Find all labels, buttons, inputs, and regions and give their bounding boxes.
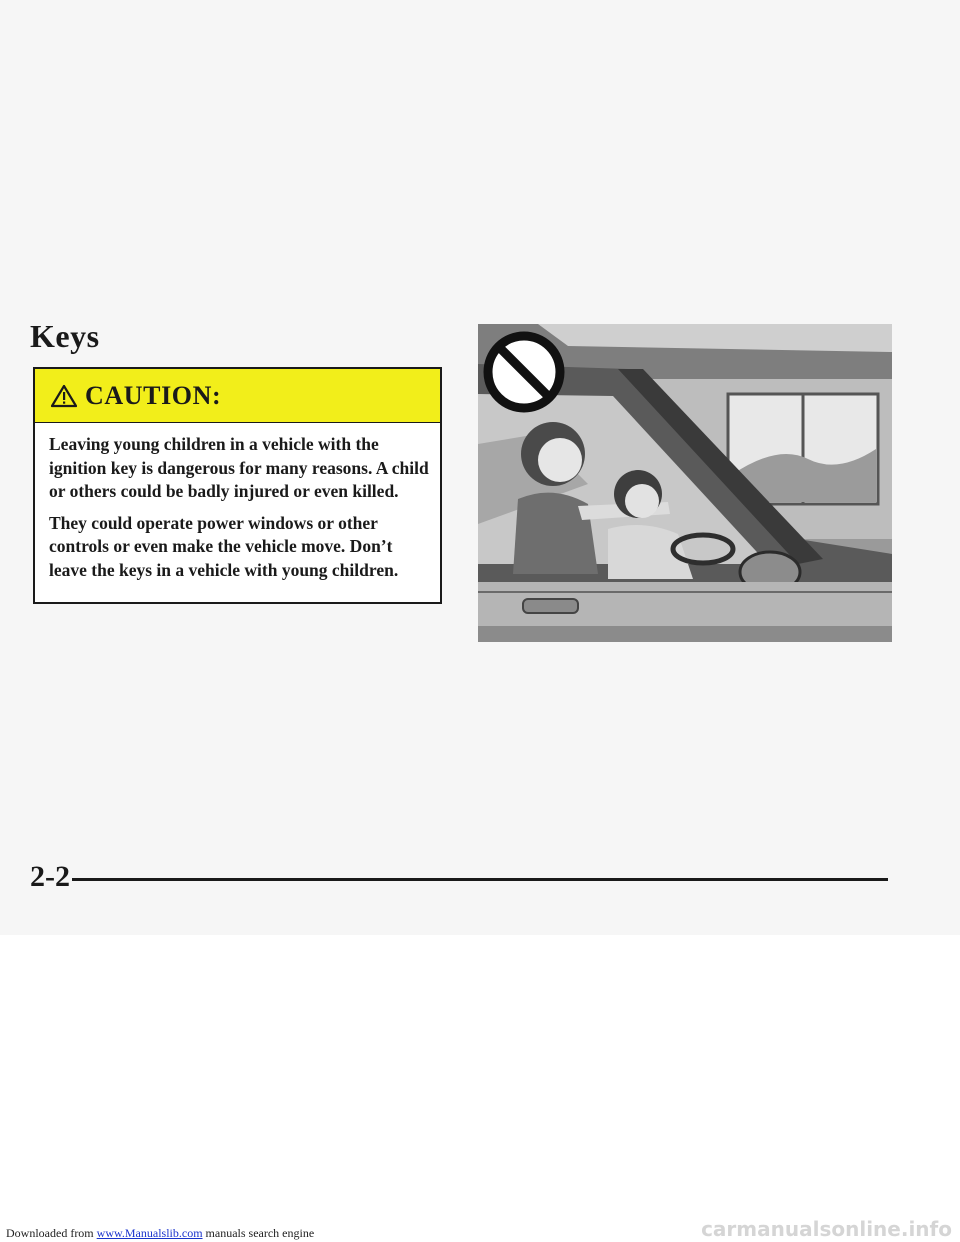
children-in-car-illustration	[478, 324, 892, 642]
watermark: carmanualsonline.info	[701, 1217, 952, 1241]
caution-paragraph: Leaving young children in a vehicle with the ignition key is dangerous for many reasons. A child or others could be badly injured or even killed.	[49, 434, 429, 501]
page-number: 2-2	[30, 860, 70, 893]
caution-box	[33, 367, 442, 604]
download-notice	[6, 1226, 314, 1241]
door-handle	[523, 599, 578, 613]
section-title: Keys	[30, 318, 100, 354]
caution-paragraph: They could operate power windows or other controls or even make the vehicle move. Don’t leave the keys in a vehicle with young children.	[49, 512, 399, 580]
warning-triangle-icon	[51, 384, 77, 408]
girl-dress	[513, 493, 598, 574]
caution-text	[49, 433, 429, 590]
caution-banner	[35, 369, 440, 423]
girl-face	[538, 438, 582, 482]
footer-rule	[72, 878, 888, 881]
prohibition-icon	[488, 336, 560, 408]
download-prefix: Downloaded from	[6, 1226, 97, 1240]
illustration-drawing	[478, 324, 892, 642]
manualslib-link[interactable]: www.Manualslib.com	[96, 1226, 203, 1240]
download-suffix: manuals search engine	[202, 1226, 315, 1240]
caution-label: CAUTION:	[85, 380, 222, 410]
boy-face	[625, 484, 659, 518]
